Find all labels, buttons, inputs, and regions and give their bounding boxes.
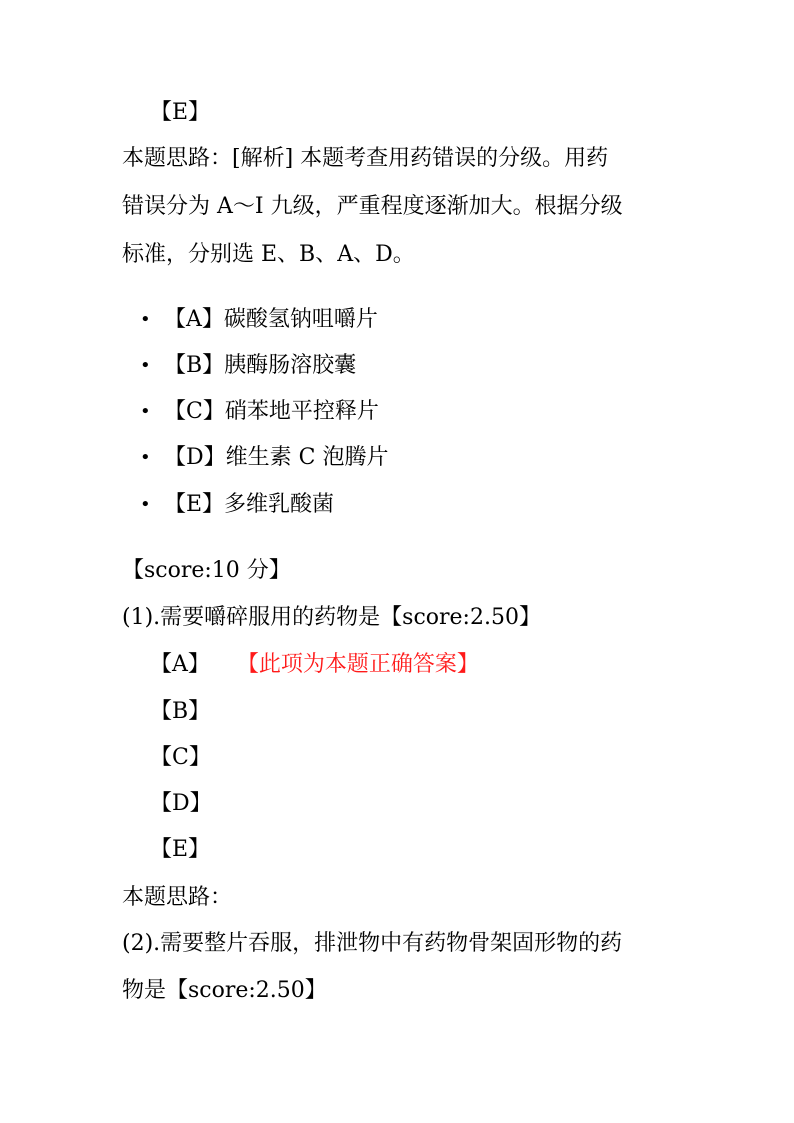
list-item-label: 【C】硝苯地平控释片 bbox=[164, 399, 379, 424]
question-2-line-1: (2).需要整片吞服，排泄物中有药物骨架固形物的药 bbox=[122, 931, 623, 956]
score-total: 【score:10 分】 bbox=[122, 558, 291, 583]
question-1-option-b[interactable]: 【B】 bbox=[150, 699, 211, 724]
explanation-line-3: 标准，分别选 E、B、A、D。 bbox=[122, 242, 415, 267]
bullet-icon: • bbox=[140, 447, 151, 468]
bullet-icon: • bbox=[140, 355, 151, 376]
bullet-icon: • bbox=[140, 401, 151, 422]
list-item-label: 【D】维生素 C 泡腾片 bbox=[164, 445, 389, 470]
explanation-line-2: 错误分为 A～I 九级，严重程度逐渐加大。根据分级 bbox=[122, 194, 623, 219]
question-1-explanation: 本题思路： bbox=[122, 885, 233, 910]
question-1-option-e[interactable]: 【E】 bbox=[150, 837, 211, 862]
bullet-icon: • bbox=[140, 494, 151, 515]
bullet-icon: • bbox=[140, 309, 151, 330]
explanation-line-1: 本题思路：[解析] 本题考查用药错误的分级。用药 bbox=[122, 146, 609, 171]
question-1-option-c[interactable]: 【C】 bbox=[150, 745, 211, 770]
list-item-label: 【B】胰酶肠溶胶囊 bbox=[164, 353, 357, 378]
list-item bbox=[140, 490, 334, 520]
question-1-option-a[interactable] bbox=[150, 650, 479, 680]
prev-option-e: 【E】 bbox=[150, 100, 211, 125]
question-2-line-2: 物是【score:2.50】 bbox=[122, 978, 327, 1003]
list-item bbox=[140, 305, 378, 335]
list-item bbox=[140, 397, 379, 427]
option-a-label: 【A】 bbox=[150, 652, 210, 677]
question-1-option-d[interactable]: 【D】 bbox=[150, 791, 212, 816]
list-item-label: 【E】多维乳酸菌 bbox=[164, 492, 335, 517]
list-item-label: 【A】碳酸氢钠咀嚼片 bbox=[164, 307, 378, 332]
list-item bbox=[140, 351, 356, 381]
list-item bbox=[140, 443, 388, 473]
question-1-text: (1).需要嚼碎服用的药物是【score:2.50】 bbox=[122, 605, 541, 630]
correct-answer-mark: 【此项为本题正确答案】 bbox=[247, 652, 479, 677]
